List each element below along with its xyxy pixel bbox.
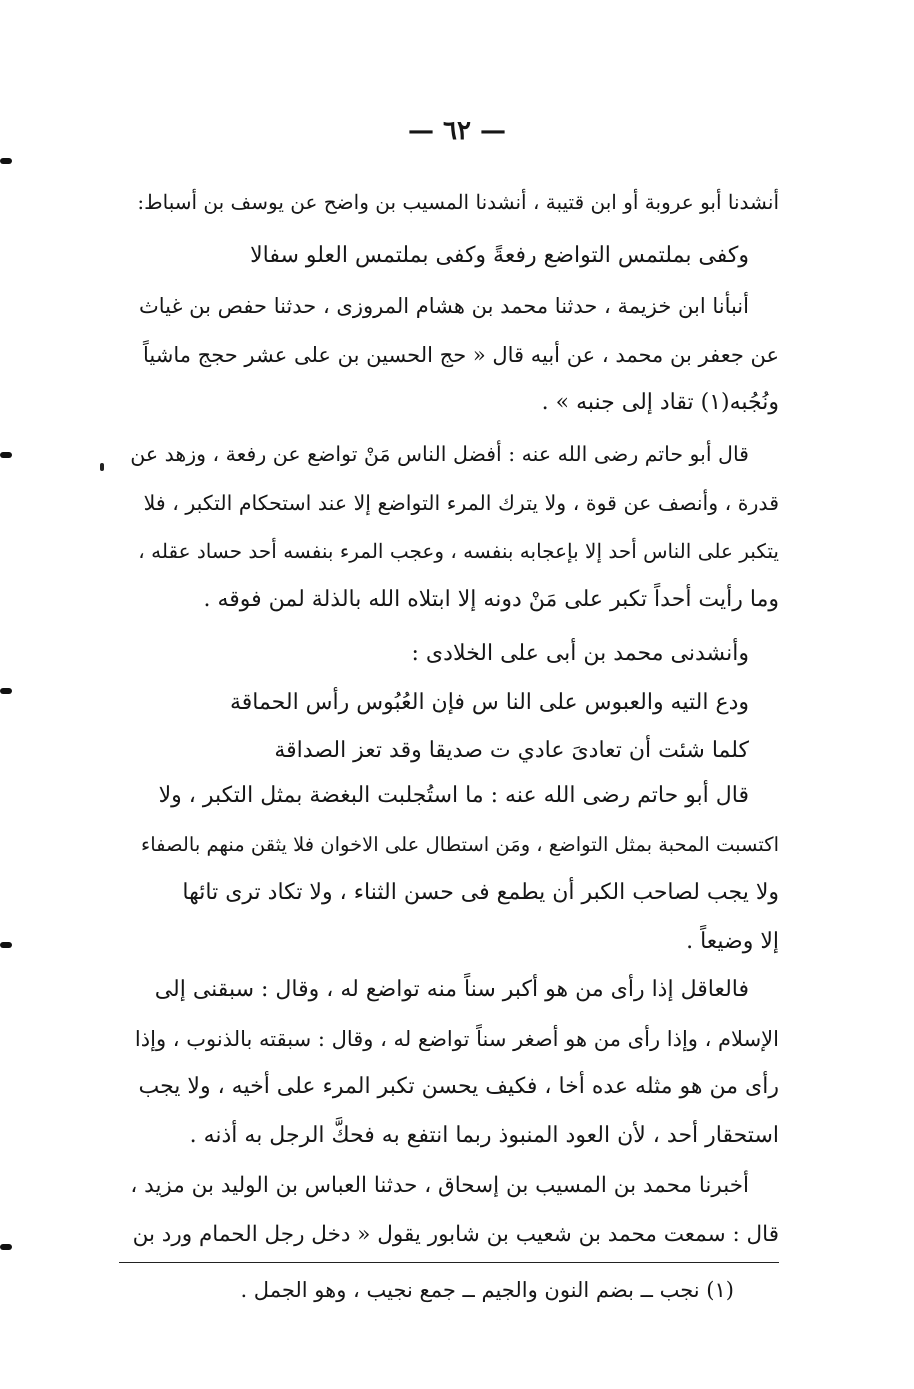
text-line: عن جعفر بن محمد ، عن أبيه قال « حج الحسين بن على عشر حجج ماشياً: [143, 342, 779, 367]
paragraph-poem-intro: [129, 630, 779, 776]
verse-line: وكفى بملتمس التواضع رفعةً وكفى بملتمس العلو سفالا: [250, 243, 749, 268]
text-line: قال : سمعت محمد بن شعيب بن شابور يقول « دخل رجل الحمام ورد بن: [132, 1221, 779, 1247]
text-line: قال أبو حاتم رضى الله عنه : ما استُجلبت البغضة بمثل التكبر ، ولا: [158, 783, 749, 808]
paragraph-abu-hatim-2: [129, 772, 779, 966]
paragraph-isnad-1: [129, 178, 779, 227]
scan-edge-mark: [0, 688, 12, 694]
ink-speck: [100, 463, 104, 471]
text-line: وأنشدنى محمد بن أبى على الخلادى :: [411, 641, 749, 666]
paragraph-abu-hatim-1: [129, 430, 779, 624]
paragraph-hadith: [129, 282, 779, 428]
text-line: الإسلام ، وإذا رأى من هو أصغر سناً تواضع له ، وقال : سبقته بالذنوب ، وإذا: [134, 1026, 779, 1051]
text-line: أنشدنا أبو عروبة أو ابن قتيبة ، أنشدنا المسيب بن واضح عن يوسف بن أسباط:: [137, 190, 779, 214]
paragraph-isnad-2: [129, 1162, 779, 1259]
text-line: أخبرنا محمد بن المسيب بن إسحاق ، حدثنا العباس بن الوليد بن مزيد ،: [130, 1173, 749, 1198]
paragraph-aqil: [129, 966, 779, 1160]
footnote-divider: [119, 1262, 779, 1263]
text-line: ولا يجب لصاحب الكبر أن يطمع فى حسن الثناء ، ولا تكاد ترى تائها: [182, 880, 779, 905]
text-line: إلا وضيعاً .: [686, 928, 779, 954]
footnote: (١) نجب ــ بضم النون والجيم ــ جمع نجيب ، وهو الجمل .: [240, 1278, 734, 1302]
text-line: ونُجُبه(١) تقاد إلى جنبه » .: [541, 390, 779, 415]
verse-1: [129, 232, 779, 281]
scan-edge-mark: [0, 942, 12, 948]
text-line: استحقار أحد ، لأن العود المنبوذ ربما انتفع به فحكَّ الرجل به أذنه .: [189, 1122, 779, 1148]
text-line: اكتسبت المحبة بمثل التواضع ، ومَن استطال على الاخوان فلا يثقن منهم بالصفاء: [141, 832, 779, 856]
text-line: قدرة ، وأنصف عن قوة ، ولا يترك المرء التواضع إلا عند استحكام التكبر ، فلا: [143, 490, 779, 515]
text-line: رأى من هو مثله عده أخا ، فكيف يحسن تكبر المرء على أخيه ، ولا يجب: [138, 1074, 779, 1099]
verse-line: ودع التيه والعبوس على النا س فإن العُبُوس رأس الحماقة: [229, 689, 749, 715]
text-line: وما رأيت أحداً تكبر على مَنْ دونه إلا ابتلاه الله بالذلة لمن فوقه .: [203, 586, 779, 612]
text-line: فالعاقل إذا رأى من هو أكبر سناً منه تواضع له ، وقال : سبقنى إلى: [154, 977, 749, 1002]
text-line: أنبأنا ابن خزيمة ، حدثنا محمد بن هشام المروزى ، حدثنا حفص بن غياث: [139, 294, 749, 318]
scan-edge-mark: [0, 452, 12, 458]
scan-edge-mark: [0, 1244, 12, 1250]
page-number: — ٦٢ —: [407, 116, 507, 146]
text-line: يتكبر على الناس أحد إلا بإعجابه بنفسه ، وعجب المرء بنفسه أحد حساد عقله ،: [138, 539, 779, 563]
scan-edge-mark: [0, 158, 12, 164]
verse-line: كلما شئت أن تعادىَ عادي ت صديقا وقد تعز الصداقة: [274, 738, 749, 763]
text-line: قال أبو حاتم رضى الله عنه : أفضل الناس مَنْ تواضع عن رفعة ، وزهد عن: [130, 442, 749, 466]
